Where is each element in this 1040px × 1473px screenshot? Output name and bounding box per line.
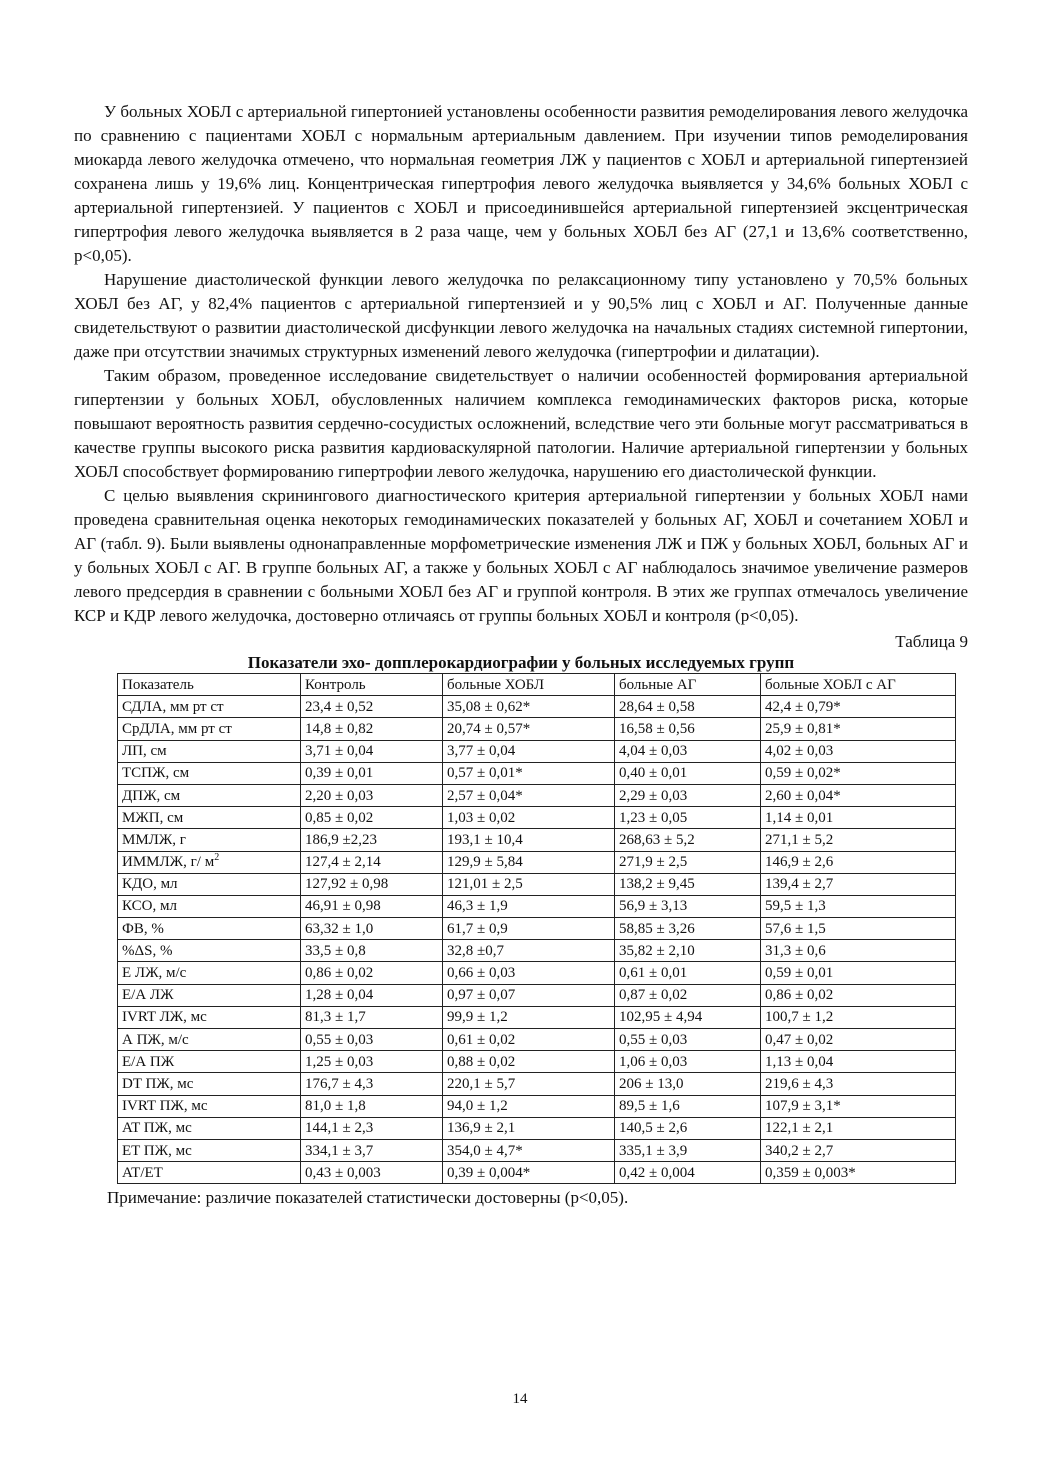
table-row (118, 940, 956, 962)
table-cell: 129,9 ± 5,84 (443, 851, 615, 873)
table-note: Примечание: различие показателей статистически достоверны (p<0,05). (107, 1188, 629, 1208)
table-cell: 46,3 ± 1,9 (443, 895, 615, 917)
table-row (118, 1117, 956, 1139)
table-cell: 4,04 ± 0,03 (615, 740, 761, 762)
table-cell: 1,03 ± 0,02 (443, 807, 615, 829)
table-cell: 35,08 ± 0,62* (443, 696, 615, 718)
paragraph-1: У больных ХОБЛ с артериальной гипертонией установлены особенности развития ремоделирования левого желудочка по сравнению с пациентами ХОБЛ с нормальным артериальным давлением. При изучении типов ремоделирования миокарда левого желудочка отмечено, что нормальная геометрия ЛЖ у пациентов с ХОБЛ и артериальной гипертензией сохранена лишь у 19,6% лиц. Концентрическая гипертрофия левого желудочка выявляется у 34,6% больных ХОБЛ с артериальной гипертензией. У пациентов с ХОБЛ и присоединившейся артериальной гипертензией эксцентрическая гипертрофия левого желудочка выявляется в 2 раза чаще, чем у больных ХОБЛ без АГ (27,1 и 13,6% соответственно, p<0,05). (74, 102, 968, 265)
table-cell: IVRT ПЖ, мс (118, 1095, 301, 1117)
table-cell: IVRT ЛЖ, мс (118, 1006, 301, 1028)
table-cell: 1,25 ± 0,03 (301, 1051, 443, 1073)
table-cell: МЖП, см (118, 807, 301, 829)
table-cell: Е/А ПЖ (118, 1051, 301, 1073)
table-cell: 4,02 ± 0,03 (761, 740, 956, 762)
table-cell: 2,60 ± 0,04* (761, 784, 956, 806)
table-cell: ФВ, % (118, 918, 301, 940)
table-cell: 122,1 ± 2,1 (761, 1117, 956, 1139)
table-cell: 127,92 ± 0,98 (301, 873, 443, 895)
table-cell: 0,88 ± 0,02 (443, 1051, 615, 1073)
table-cell: 138,2 ± 9,45 (615, 873, 761, 895)
table-cell: 1,13 ± 0,04 (761, 1051, 956, 1073)
table-cell: 32,8 ±0,7 (443, 940, 615, 962)
table-cell: 0,97 ± 0,07 (443, 984, 615, 1006)
table-cell: 2,20 ± 0,03 (301, 784, 443, 806)
table-cell: КДО, мл (118, 873, 301, 895)
table-cell: 31,3 ± 0,6 (761, 940, 956, 962)
table-cell: 220,1 ± 5,7 (443, 1073, 615, 1095)
paragraph-2: Нарушение диастолической функции левого желудочка по релаксационному типу установлено у 70,5% больных ХОБЛ без АГ, у 82,4% пациентов с артериальной гипертензией и у 90,5% лиц с ХОБЛ и АГ. Полученные данные свидетельствуют о развитии диастолической дисфункции левого желудочка на начальных стадиях системной гипертонии, даже при отсутствии значимых структурных изменений левого желудочка (гипертрофии и дилатации). (74, 270, 968, 361)
page-number: 14 (512, 1391, 528, 1407)
table-cell: AT ПЖ, мс (118, 1117, 301, 1139)
table-cell: 16,58 ± 0,56 (615, 718, 761, 740)
table-title: Показатели эхо- допплерокардиографии у больных исследуемых групп (247, 653, 795, 672)
table-cell: 25,9 ± 0,81* (761, 718, 956, 740)
table-cell: 1,23 ± 0,05 (615, 807, 761, 829)
table-cell: AT/ET (118, 1162, 301, 1184)
table-cell: 0,61 ± 0,01 (615, 962, 761, 984)
table-cell: 23,4 ± 0,52 (301, 696, 443, 718)
paragraph-3: Таким образом, проведенное исследование свидетельствует о наличии особенностей формирования артериальной гипертензии у больных ХОБЛ, обусловленных наличием комплекса гемодинамических факторов риска, которые повышают вероятность развития сердечно-сосудистых осложнений, вследствие чего эти больные могут рассматриваться в качестве группы высокого риска развития кардиоваскулярной патологии. Наличие артериальной гипертензии у больных ХОБЛ способствует формированию гипертрофии левого желудочка, нарушению его диастолической функции. (74, 366, 968, 481)
table-cell: 57,6 ± 1,5 (761, 918, 956, 940)
table-cell: 219,6 ± 4,3 (761, 1073, 956, 1095)
superscript: 2 (214, 852, 220, 864)
table-header-cell: Показатель (118, 674, 301, 696)
table-cell: ЛП, см (118, 740, 301, 762)
table-cell: 107,9 ± 3,1* (761, 1095, 956, 1117)
table-cell: 146,9 ± 2,6 (761, 851, 956, 873)
table-cell: ИММЛЖ, г/ $м^2$ (118, 851, 301, 873)
table-cell: 2,29 ± 0,03 (615, 784, 761, 806)
table-row (118, 962, 956, 984)
table-cell: 3,71 ± 0,04 (301, 740, 443, 762)
table-row (118, 829, 956, 851)
table-row (118, 851, 956, 873)
table-row (118, 1051, 956, 1073)
table-number: Таблица 9 (895, 632, 968, 651)
table-header-cell: больные ХОБЛ с АГ (761, 674, 956, 696)
table-cell: СДЛА, мм рт ст (118, 696, 301, 718)
table-row (118, 1029, 956, 1051)
table-cell: А ПЖ, м/с (118, 1029, 301, 1051)
table-cell: 1,06 ± 0,03 (615, 1051, 761, 1073)
table-cell: 268,63 ± 5,2 (615, 829, 761, 851)
table-cell: 14,8 ± 0,82 (301, 718, 443, 740)
table-cell: 136,9 ± 2,1 (443, 1117, 615, 1139)
data-table (117, 673, 956, 1184)
table-cell: 20,74 ± 0,57* (443, 718, 615, 740)
table-cell: 0,86 ± 0,02 (761, 984, 956, 1006)
table-cell: СрДЛА, мм рт ст (118, 718, 301, 740)
table-cell: 186,9 ±2,23 (301, 829, 443, 851)
table-cell: ДПЖ, см (118, 784, 301, 806)
table-cell: 2,57 ± 0,04* (443, 784, 615, 806)
paragraph-4: С целью выявления скринингового диагностического критерия артериальной гипертензии у больных ХОБЛ нами проведена сравнительная оценка некоторых гемодинамических показателей у больных АГ, ХОБЛ и сочетанием ХОБЛ и АГ (табл. 9). Были выявлены однонаправленные морфометрические изменения ЛЖ и ПЖ у больных ХОБЛ, больных АГ и у больных ХОБЛ с АГ. В группе больных АГ, а также у больных ХОБЛ с АГ наблюдалось значимое увеличение размеров левого предсердия в сравнении с больными ХОБЛ без АГ и группой контроля. В этих же группах отмечалось увеличение КСР и КДР левого желудочка, достоверно отличаясь от группы больных ХОБЛ и контроля (p<0,05). (74, 486, 968, 625)
table-cell: 334,1 ± 3,7 (301, 1139, 443, 1161)
table-cell: 3,77 ± 0,04 (443, 740, 615, 762)
table-cell: 0,59 ± 0,02* (761, 762, 956, 784)
table-cell: ММЛЖ, г (118, 829, 301, 851)
table-cell: 0,85 ± 0,02 (301, 807, 443, 829)
table-row (118, 1006, 956, 1028)
table-cell: 58,85 ± 3,26 (615, 918, 761, 940)
table-cell: %ΔS, % (118, 940, 301, 962)
table-cell: 33,5 ± 0,8 (301, 940, 443, 962)
table-cell: 271,9 ± 2,5 (615, 851, 761, 873)
table-cell: DT ПЖ, мс (118, 1073, 301, 1095)
table-cell: 1,14 ± 0,01 (761, 807, 956, 829)
table-cell: 0,66 ± 0,03 (443, 962, 615, 984)
table-cell: 340,2 ± 2,7 (761, 1139, 956, 1161)
table-cell: 0,47 ± 0,02 (761, 1029, 956, 1051)
table-header-cell: больные ХОБЛ (443, 674, 615, 696)
table-cell: ТСПЖ, см (118, 762, 301, 784)
table-cell: 0,55 ± 0,03 (615, 1029, 761, 1051)
table-cell: 81,0 ± 1,8 (301, 1095, 443, 1117)
table-cell: 0,39 ± 0,004* (443, 1162, 615, 1184)
table-cell: 144,1 ± 2,3 (301, 1117, 443, 1139)
table-cell: 0,43 ± 0,003 (301, 1162, 443, 1184)
table-cell: 0,87 ± 0,02 (615, 984, 761, 1006)
table-cell: 0,359 ± 0,003* (761, 1162, 956, 1184)
table-header-cell: больные АГ (615, 674, 761, 696)
table-row (118, 807, 956, 829)
table-cell: 94,0 ± 1,2 (443, 1095, 615, 1117)
table-row (118, 1095, 956, 1117)
table-cell: 89,5 ± 1,6 (615, 1095, 761, 1117)
table-cell: Е/А ЛЖ (118, 984, 301, 1006)
table-cell: 59,5 ± 1,3 (761, 895, 956, 917)
table-row (118, 1139, 956, 1161)
table-cell: 42,4 ± 0,79* (761, 696, 956, 718)
table-cell: Е ЛЖ, м/с (118, 962, 301, 984)
table-cell: 102,95 ± 4,94 (615, 1006, 761, 1028)
table-cell: 0,61 ± 0,02 (443, 1029, 615, 1051)
table-cell: 28,64 ± 0,58 (615, 696, 761, 718)
table-row (118, 873, 956, 895)
table-row (118, 895, 956, 917)
table-cell: 56,9 ± 3,13 (615, 895, 761, 917)
table-cell: 35,82 ± 2,10 (615, 940, 761, 962)
table-cell: 0,55 ± 0,03 (301, 1029, 443, 1051)
table-cell: 140,5 ± 2,6 (615, 1117, 761, 1139)
table-cell: 0,59 ± 0,01 (761, 962, 956, 984)
table-row (118, 1073, 956, 1095)
table-row (118, 984, 956, 1006)
table-cell: 63,32 ± 1,0 (301, 918, 443, 940)
table-cell: 354,0 ± 4,7* (443, 1139, 615, 1161)
table-header-cell: Контроль (301, 674, 443, 696)
table-cell: 61,7 ± 0,9 (443, 918, 615, 940)
table-cell: 271,1 ± 5,2 (761, 829, 956, 851)
table-cell: 100,7 ± 1,2 (761, 1006, 956, 1028)
table-cell: 0,40 ± 0,01 (615, 762, 761, 784)
table-header-row (118, 674, 956, 696)
table-cell: ET ПЖ, мс (118, 1139, 301, 1161)
table-row (118, 784, 956, 806)
table-cell: 193,1 ± 10,4 (443, 829, 615, 851)
table-cell: 121,01 ± 2,5 (443, 873, 615, 895)
table-row (118, 718, 956, 740)
table-cell: 0,42 ± 0,004 (615, 1162, 761, 1184)
table-cell: 335,1 ± 3,9 (615, 1139, 761, 1161)
table-cell: 127,4 ± 2,14 (301, 851, 443, 873)
table-cell: КСО, мл (118, 895, 301, 917)
table-cell: 206 ± 13,0 (615, 1073, 761, 1095)
table-cell: 46,91 ± 0,98 (301, 895, 443, 917)
table-cell: 176,7 ± 4,3 (301, 1073, 443, 1095)
table-row (118, 1162, 956, 1184)
table-cell: 139,4 ± 2,7 (761, 873, 956, 895)
table-cell: 81,3 ± 1,7 (301, 1006, 443, 1028)
table-cell: 99,9 ± 1,2 (443, 1006, 615, 1028)
table-row (118, 762, 956, 784)
table-cell: 0,57 ± 0,01* (443, 762, 615, 784)
table-row (118, 696, 956, 718)
table-cell: 0,86 ± 0,02 (301, 962, 443, 984)
table-row (118, 740, 956, 762)
table-cell: 1,28 ± 0,04 (301, 984, 443, 1006)
table-cell: 0,39 ± 0,01 (301, 762, 443, 784)
page-content (74, 100, 968, 1209)
table-row (118, 918, 956, 940)
